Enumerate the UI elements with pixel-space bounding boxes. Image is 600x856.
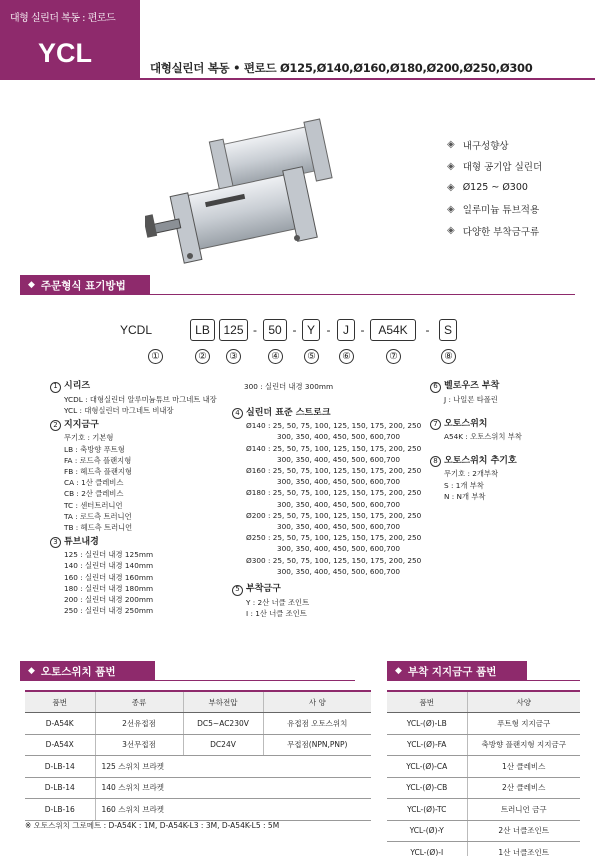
spec-line: 무기호 : 2개부착 bbox=[444, 469, 499, 479]
spec-line: FA : 로드측 플랜지형 bbox=[64, 455, 132, 465]
spec-heading: 5 부착금구 bbox=[232, 583, 421, 597]
code-bellows: J bbox=[337, 319, 355, 341]
header-box bbox=[0, 0, 140, 80]
spec-column-2 bbox=[232, 378, 421, 619]
feature-list bbox=[447, 134, 542, 242]
spec-line: 180 : 실린더 내경 180mm bbox=[64, 583, 154, 593]
table-header: 사 양 bbox=[263, 691, 371, 713]
stroke-line: 300, 350, 400, 450, 500, 600,700 bbox=[277, 432, 401, 442]
section-rule bbox=[527, 680, 580, 681]
feature-item: ◈ Ø125 ~ Ø300 bbox=[447, 182, 528, 194]
category-label: 대형 실린더 복동 : 편로드 bbox=[10, 13, 116, 24]
code-series: YCDL bbox=[119, 323, 152, 337]
spec-line: CB : 2산 클레비스 bbox=[64, 489, 124, 499]
spec-line: YCL : 대형실린더 마그네트 비내장 bbox=[64, 406, 174, 416]
spec-heading: 6 벨로우즈 부착 bbox=[430, 380, 522, 394]
spec-line: TC : 센터트러니언 bbox=[64, 500, 123, 510]
feature-item: ◈ 다양한 부착금구류 bbox=[447, 225, 540, 238]
feature-item: ◈ 일루미늄 튜브적용 bbox=[447, 203, 540, 217]
table-row: YCL-(Ø)-I 1산 너클조인트 bbox=[387, 842, 580, 856]
spec-line: TB : 헤드측 트러니언 bbox=[64, 523, 133, 533]
code-dash: - bbox=[360, 323, 365, 337]
spec-column-3 bbox=[430, 378, 522, 502]
stroke-line: 300, 350, 400, 450, 500, 600,700 bbox=[277, 566, 401, 576]
table-row: YCL-(Ø)-CA 1산 클레비스 bbox=[387, 756, 580, 778]
feature-item: ◈ 내구성향상 bbox=[447, 139, 509, 152]
spec-heading: 4 실린더 표준 스트로크 bbox=[232, 406, 421, 420]
stroke-line: 300, 350, 400, 450, 500, 600,700 bbox=[277, 522, 401, 532]
spec-line: Y : 2산 너클 조인트 bbox=[246, 598, 310, 608]
stroke-line: Ø200 : 25, 50, 75, 100, 125, 150, 175, 200, 250 bbox=[246, 510, 422, 520]
spec-heading: 2 지지금구 bbox=[50, 418, 217, 432]
code-dash: - bbox=[326, 323, 331, 337]
page-title: 대형실린더 복동 • 편로드 Ø125,Ø140,Ø160,Ø180,Ø200,Ø250,Ø300 bbox=[150, 61, 533, 75]
table-row: YCL-(Ø)-FA 축방향 플랜지형 지지금구 bbox=[387, 734, 580, 756]
code-switch: A54K bbox=[370, 319, 416, 341]
spec-column-1 bbox=[50, 378, 217, 616]
switch-section-header: ◆ 오토스위치 품번 bbox=[20, 661, 155, 681]
callout-number: ① bbox=[148, 349, 163, 364]
section-rule bbox=[155, 680, 355, 681]
spec-line: 200 : 실린더 내경 200mm bbox=[64, 595, 154, 605]
diamond-bullet-icon: ◈ bbox=[447, 203, 455, 215]
table-header: 부하전압 bbox=[183, 691, 263, 713]
spec-line: 300 : 실린더 내경 300mm bbox=[244, 382, 334, 391]
order-section-header: ◆ 주문형식 표기방법 bbox=[20, 275, 150, 295]
table-row: D-A54K 2선유접점 DC5~AC230V 유접점 오토스위치 bbox=[25, 713, 371, 735]
spec-line: TA : 로드측 트러니언 bbox=[64, 511, 132, 521]
section-rule bbox=[150, 294, 575, 295]
stroke-line: Ø140 : 25, 50, 75, 100, 125, 150, 175, 200, 250 bbox=[246, 443, 422, 453]
callout-number: ⑦ bbox=[386, 349, 401, 364]
cylinder-product-image bbox=[145, 110, 355, 270]
callout-number: ⑤ bbox=[304, 349, 319, 364]
spec-line: A54K : 오토스위치 부착 bbox=[444, 432, 522, 442]
diamond-bullet-icon: ◈ bbox=[447, 139, 455, 151]
table-row: YCL-(Ø)-Y 2산 너클조인트 bbox=[387, 820, 580, 842]
table-row: D-LB-14 140 스위치 브라켓 bbox=[25, 777, 371, 799]
stroke-line: 300, 350, 400, 450, 500, 600,700 bbox=[277, 477, 401, 487]
callout-number: ⑧ bbox=[441, 349, 456, 364]
spec-line: S : 1개 부착 bbox=[444, 480, 484, 490]
diamond-icon: ◆ bbox=[28, 280, 35, 290]
table-row: YCL-(Ø)-CB 2산 클레비스 bbox=[387, 777, 580, 799]
stroke-line: 300, 350, 400, 450, 500, 600,700 bbox=[277, 454, 401, 464]
feature-item: ◈ 대형 공기압 실린더 bbox=[447, 160, 543, 174]
spec-line: YCDL : 대형실린더 알루미늄튜브 마그네트 내장 bbox=[64, 395, 217, 404]
stroke-line: Ø250 : 25, 50, 75, 100, 125, 150, 175, 200, 250 bbox=[246, 533, 422, 543]
table-row: D-LB-16 160 스위치 브라켓 bbox=[25, 799, 371, 821]
spec-line: 160 : 실린더 내경 160mm bbox=[64, 572, 154, 582]
stroke-line: Ø180 : 25, 50, 75, 100, 125, 150, 175, 200, 250 bbox=[246, 488, 422, 498]
table-header: 사양 bbox=[467, 691, 580, 713]
spec-line: J : 나일론 타폴린 bbox=[444, 395, 498, 404]
code-stroke: 50 bbox=[263, 319, 287, 341]
stroke-line: Ø160 : 25, 50, 75, 100, 125, 150, 175, 200, 250 bbox=[246, 466, 422, 476]
callout-number: ④ bbox=[268, 349, 283, 364]
diamond-icon: ◆ bbox=[395, 666, 402, 676]
table-header: 품번 bbox=[25, 691, 95, 713]
spec-heading: 3 튜브내경 bbox=[50, 535, 217, 549]
code-switch-qty: S bbox=[439, 319, 457, 341]
code-dash: - bbox=[425, 323, 430, 337]
mount-table bbox=[387, 690, 580, 856]
spec-line: 125 : 실린더 내경 125mm bbox=[64, 550, 154, 560]
spec-heading: 1 시리즈 bbox=[50, 380, 217, 394]
stroke-line: 300, 350, 400, 450, 500, 600,700 bbox=[277, 499, 401, 509]
stroke-line: 300, 350, 400, 450, 500, 600,700 bbox=[277, 544, 401, 554]
code-dash: - bbox=[253, 323, 257, 337]
diamond-bullet-icon: ◈ bbox=[447, 182, 455, 194]
callout-number: ⑥ bbox=[339, 349, 354, 364]
diamond-icon: ◆ bbox=[28, 666, 35, 676]
callout-number: ③ bbox=[226, 349, 241, 364]
spec-heading: 8 오토스위치 추기호 bbox=[430, 454, 522, 468]
grommet-note: ※ 오토스위치 그로메트 : D-A54K : 1M, D-A54K-L3 : 3M, D-A54K-L5 : 5M bbox=[25, 821, 280, 830]
spec-line: FB : 헤드측 플랜지형 bbox=[64, 467, 132, 477]
table-row: D-A54X 3선무접점 DC24V 무접점(NPN,PNP) bbox=[25, 734, 371, 756]
code-attach: Y bbox=[302, 319, 320, 341]
code-mount: LB bbox=[190, 319, 215, 341]
code-dash: - bbox=[292, 323, 297, 337]
spec-line: N : N개 부착 bbox=[444, 491, 486, 501]
code-bore: 125 bbox=[219, 319, 248, 341]
diamond-bullet-icon: ◈ bbox=[447, 225, 455, 237]
spec-heading: 7 오토스위치 bbox=[430, 417, 522, 431]
spec-line: LB : 축방향 푸트형 bbox=[64, 444, 125, 454]
spec-line: 140 : 실린더 내경 140mm bbox=[64, 561, 154, 571]
spec-line: I : 1산 너클 조인트 bbox=[246, 609, 307, 619]
diamond-bullet-icon: ◈ bbox=[447, 160, 455, 172]
table-header: 종류 bbox=[95, 691, 183, 713]
table-header: 품번 bbox=[387, 691, 467, 713]
spec-line: CA : 1산 클레비스 bbox=[64, 478, 124, 488]
stroke-line: Ø140 : 25, 50, 75, 100, 125, 150, 175, 200, 250 bbox=[246, 421, 422, 431]
callout-number: ② bbox=[195, 349, 210, 364]
model-name: YCL bbox=[38, 38, 92, 68]
table-row: YCL-(Ø)-LB 푸트형 지지금구 bbox=[387, 713, 580, 735]
spec-line: 무기호 : 기본형 bbox=[64, 433, 114, 443]
spec-line: 250 : 실린더 내경 250mm bbox=[64, 606, 154, 616]
table-row: YCL-(Ø)-TC 트러니언 금구 bbox=[387, 799, 580, 821]
switch-table bbox=[25, 690, 371, 821]
stroke-line: Ø300 : 25, 50, 75, 100, 125, 150, 175, 200, 250 bbox=[246, 555, 422, 565]
mount-section-header: ◆ 부착 지지금구 품번 bbox=[387, 661, 527, 681]
table-row: D-LB-14 125 스위치 브라켓 bbox=[25, 756, 371, 778]
header-rule bbox=[140, 78, 595, 80]
